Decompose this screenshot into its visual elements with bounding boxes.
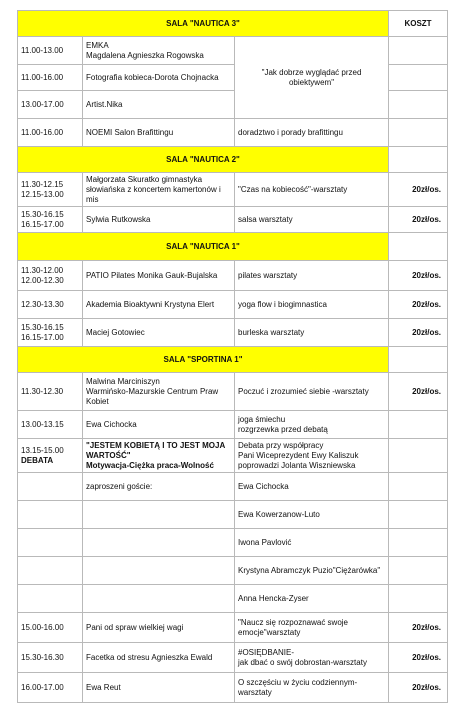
table-row [18,119,448,147]
presenter-cell: NOEMI Salon Brafittingu [83,119,235,147]
guest-cell: Iwona Pavlović [235,529,389,557]
table-row [18,673,448,703]
time-cell: 11.30-12.00 12.00-12.30 [18,261,83,291]
presenter-cell: Malwina Marciniszyn Warmińsko-Mazurskie Centrum Praw Kobiet [83,373,235,411]
activity-cell: "Naucz się rozpoznawać swoje emocje"warsztaty [235,613,389,643]
presenter-cell: Facetka od stresu Agnieszka Ewald [83,643,235,673]
cost-cell: 20zł/os. [389,291,448,319]
cost-cell [389,501,448,529]
room-title-nautica-3: SALA "NAUTICA 3" [18,11,389,37]
table-row [18,501,448,529]
cost-cell [389,347,448,373]
room-title-nautica-1: SALA "NAUTICA 1" [18,233,389,261]
cost-cell [389,411,448,439]
time-cell [18,585,83,613]
time-cell: 13.00-13.15 [18,411,83,439]
debate-subtitle: Motywacja-Ciężka praca-Wolność [86,460,214,470]
cost-cell [389,91,448,119]
cost-cell: 20zł/os. [389,373,448,411]
guests-label: zaproszeni goście: [83,473,235,501]
guest-cell: Krystyna Abramczyk Puzio"Ciężarówka" [235,557,389,585]
table-row [18,643,448,673]
debate-time: 13.15-15.00 [21,445,64,455]
presenter-cell: Pani od spraw wielkiej wagi [83,613,235,643]
table-row [18,207,448,233]
debate-title-cell [83,439,235,473]
presenter-cell: Akademia Bioaktywni Krystyna Elert [83,291,235,319]
table-row [18,613,448,643]
cost-cell [389,65,448,91]
table-row [18,411,448,439]
time-cell: 11.00-13.00 [18,37,83,65]
room-header-row [18,233,448,261]
cost-cell: 20zł/os. [389,261,448,291]
presenter-cell: EMKA Magdalena Agnieszka Rogowska [83,37,235,65]
cost-cell [389,529,448,557]
presenter-cell: PATIO Pilates Monika Gauk-Bujalska [83,261,235,291]
table-row [18,585,448,613]
time-cell [18,529,83,557]
presenter-cell: Fotografia kobieca-Dorota Chojnacka [83,65,235,91]
guest-cell: Anna Hencka-Zyser [235,585,389,613]
guest-cell: Ewa Kowerzanow-Luto [235,501,389,529]
time-cell: 15.00-16.00 [18,613,83,643]
presenter-cell [83,557,235,585]
table-row [18,291,448,319]
time-cell: 16.00-17.00 [18,673,83,703]
activity-cell: Poczuć i zrozumieć siebie -warsztaty [235,373,389,411]
presenter-cell [83,585,235,613]
time-cell: 15.30-16.15 16.15-17.00 [18,319,83,347]
activity-cell: #OSIĘDBANIE- jak dbać o swój dobrostan-warsztaty [235,643,389,673]
room-header-row [18,147,448,173]
time-cell: 11.30-12.15 12.15-13.00 [18,173,83,207]
activity-cell: "Jak dobrze wyglądać przed obiektywem" [235,37,389,119]
activity-cell: doradztwo i porady brafittingu [235,119,389,147]
room-title-sportina-1: SALA "SPORTINA 1" [18,347,389,373]
presenter-cell: Ewa Cichocka [83,411,235,439]
table-row [18,261,448,291]
presenter-cell: Ewa Reut [83,673,235,703]
time-cell: 11.30-12.30 [18,373,83,411]
presenter-cell [83,529,235,557]
activity-cell: pilates warsztaty [235,261,389,291]
cost-column-header: KOSZT [389,11,448,37]
presenter-cell: Maciej Gotowiec [83,319,235,347]
cost-cell [389,37,448,65]
activity-cell: salsa warsztaty [235,207,389,233]
time-cell [18,473,83,501]
table-row [18,319,448,347]
time-cell: 15.30-16.15 16.15-17.00 [18,207,83,233]
presenter-cell: Małgorzata Skuratko gimnastyka słowiańska z koncertem kamertonów i mis [83,173,235,207]
table-row [18,557,448,585]
time-cell: 15.30-16.30 [18,643,83,673]
activity-cell: O szczęściu w życiu codziennym- warsztaty [235,673,389,703]
debate-row [18,439,448,473]
activity-cell: Debata przy współpracy Pani Wiceprezydent Ewy Kaliszuk poprowadzi Jolanta Wiszniewska [235,439,389,473]
activity-cell: "Czas na kobiecość"-warsztaty [235,173,389,207]
activity-cell: joga śmiechu rozgrzewka przed debatą [235,411,389,439]
room-header-row [18,11,448,37]
cost-cell [389,473,448,501]
room-header-row [18,347,448,373]
table-row [18,373,448,411]
cost-cell: 20zł/os. [389,207,448,233]
cost-cell [389,557,448,585]
activity-cell: yoga flow i biogimnastica [235,291,389,319]
table-row [18,473,448,501]
cost-cell [389,233,448,261]
time-cell [18,557,83,585]
cost-cell: 20zł/os. [389,613,448,643]
cost-cell [389,585,448,613]
time-cell: 13.00-17.00 [18,91,83,119]
time-cell [18,501,83,529]
presenter-cell: Artist.Nika [83,91,235,119]
cost-cell: 20zł/os. [389,643,448,673]
cost-cell [389,439,448,473]
time-cell [18,439,83,473]
cost-cell: 20zł/os. [389,673,448,703]
room-title-nautica-2: SALA "NAUTICA 2" [18,147,389,173]
table-row [18,37,448,65]
presenter-cell [83,501,235,529]
cost-cell [389,147,448,173]
time-cell: 11.00-16.00 [18,65,83,91]
table-row [18,173,448,207]
schedule-table [17,10,448,703]
activity-cell: burleska warsztaty [235,319,389,347]
presenter-cell: Sylwia Rutkowska [83,207,235,233]
guest-cell: Ewa Cichocka [235,473,389,501]
debate-title: "JESTEM KOBIETĄ I TO JEST MOJA WARTOŚĆ" [86,440,225,460]
cost-cell: 20zł/os. [389,319,448,347]
table-row [18,529,448,557]
time-cell: 11.00-16.00 [18,119,83,147]
cost-cell [389,119,448,147]
time-cell: 12.30-13.30 [18,291,83,319]
debate-label: DEBATA [21,455,54,465]
cost-cell: 20zł/os. [389,173,448,207]
